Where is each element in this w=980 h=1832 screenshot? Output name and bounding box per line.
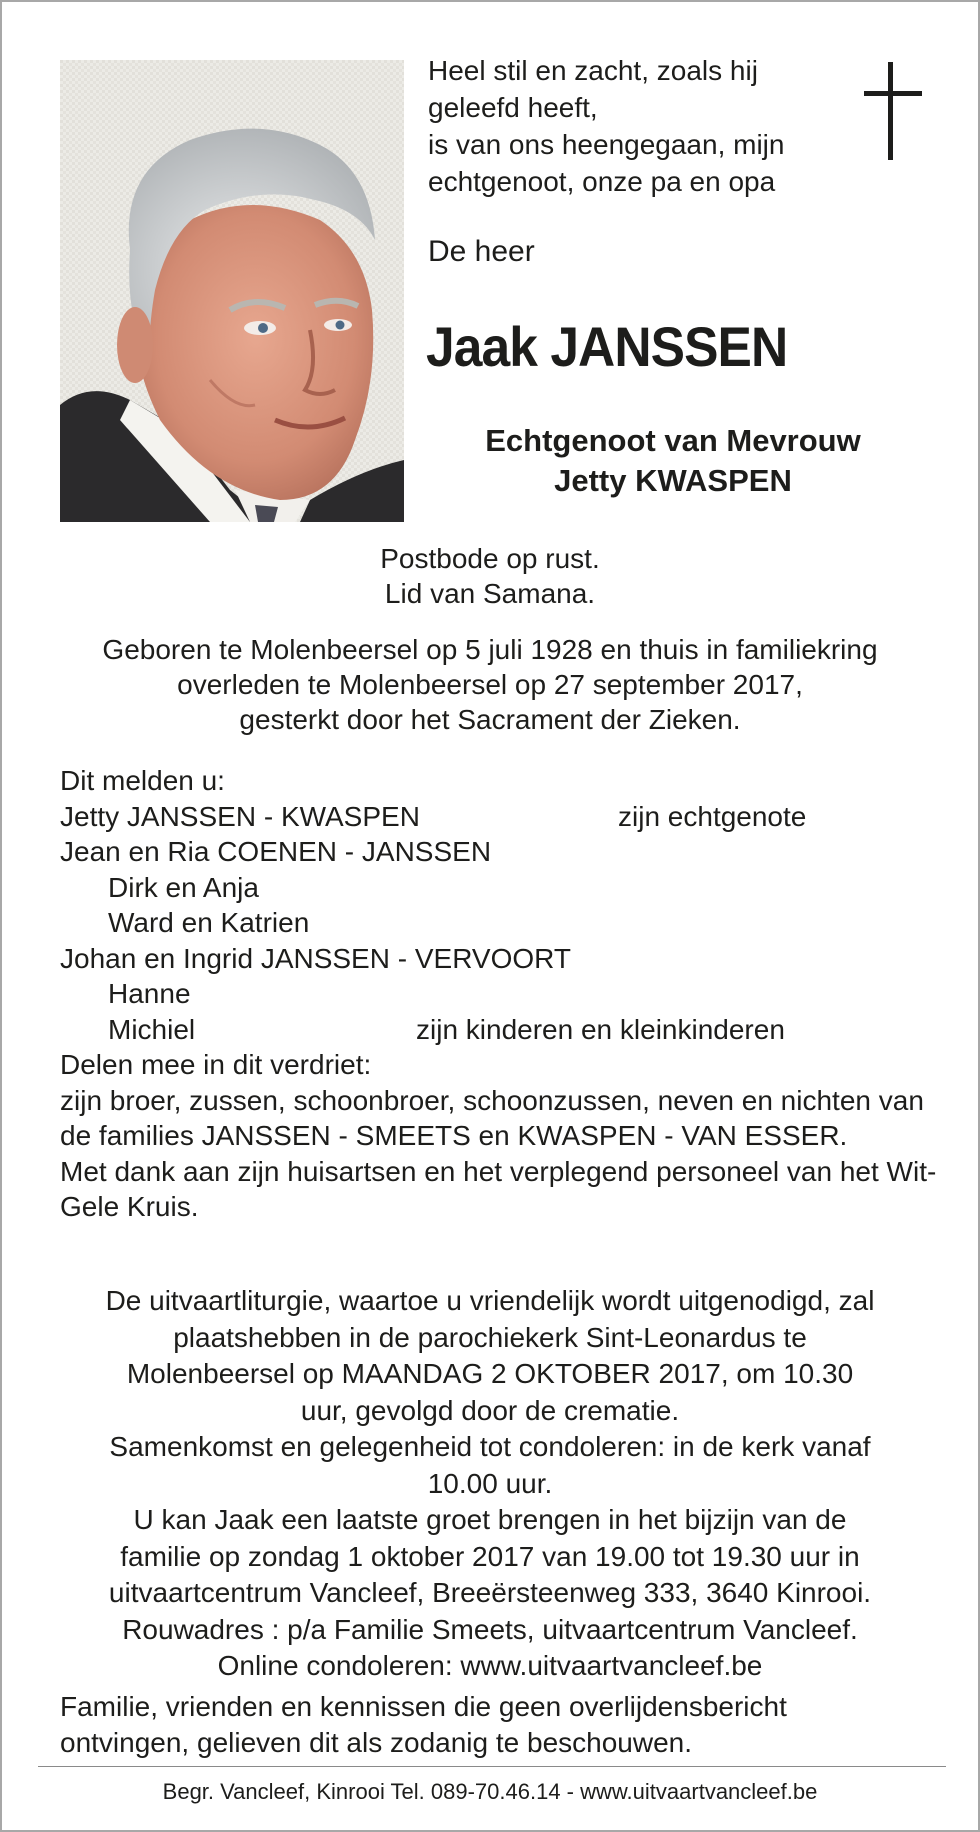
occupation-line: Lid van Samana. (384, 578, 596, 609)
funeral-line: Samenkomst en gelegenheid tot condoleren: in de kerk vanaf (109, 1431, 871, 1462)
closing-line: ontvingen, gelieven dit als zodanig te beschouwen. (60, 1727, 692, 1758)
birth-death-block (42, 632, 938, 737)
portrait-illustration (60, 60, 404, 522)
occupation-line: Postbode op rust. (380, 543, 600, 574)
family-row (60, 941, 940, 977)
share-heading: Delen mee in dit verdriet: (60, 1049, 372, 1080)
family-row (60, 834, 940, 870)
closing-note (60, 1689, 940, 1761)
family-row (60, 976, 940, 1012)
footer-credit: Begr. Vancleef, Kinrooi Tel. 089-70.46.14 - www.uitvaartvancleef.be (162, 1779, 818, 1804)
family-member: Hanne (108, 978, 191, 1009)
funeral-line: uur, gevolgd door de crematie. (300, 1394, 680, 1426)
family-row (60, 799, 940, 835)
intro-line: geleefd heeft, (428, 92, 598, 123)
family-row (60, 905, 940, 941)
condolence-link: Online condoleren: www.uitvaartvancleef.be (217, 1650, 763, 1681)
funeral-line: uitvaartcentrum Vancleef, Breeërsteenweg 333, 3640 Kinrooi. (108, 1577, 872, 1608)
spouse-line: Jetty KWASPEN (554, 463, 792, 498)
footer-divider (38, 1766, 946, 1767)
family-block (60, 763, 940, 1225)
share-text: zijn broer, zussen, schoonbroer, schoonzussen, neven en nichten van de families JANSSEN - SMEETS en KWASPEN - VAN ESSER. (60, 1084, 924, 1151)
spouse-line: Echtgenoot van Mevrouw (485, 423, 861, 458)
family-row (60, 1012, 940, 1048)
funeral-line: plaatshebben in de parochiekerk Sint-Leonardus te (173, 1321, 807, 1353)
intro-line: echtgenoot, onze pa en opa (428, 166, 776, 197)
intro-verse (428, 52, 848, 200)
birth-line: overleden te Molenbeersel op 27 september 2017, (177, 669, 803, 700)
honorific: De heer (428, 235, 535, 268)
funeral-line: De uitvaartliturgie, waartoe u vriendelijk wordt uitgenodigd, zal (105, 1285, 875, 1316)
family-heading: Dit melden u: (60, 765, 225, 796)
birth-line: Geboren te Molenbeersel op 5 juli 1928 en thuis in familiekring (102, 634, 878, 665)
funeral-line: Rouwadres : p/a Familie Smeets, uitvaartcentrum Vancleef. (122, 1613, 858, 1645)
funeral-details (42, 1283, 938, 1685)
funeral-line: 10.00 uur. (427, 1467, 553, 1499)
intro-line: is van ons heengegaan, mijn (428, 129, 785, 160)
thanks-text: Met dank aan zijn huisartsen en het verplegend personeel van het Wit-Gele Kruis. (60, 1155, 937, 1222)
cross-icon (864, 62, 922, 165)
family-member: Ward en Katrien (108, 907, 310, 938)
funeral-line: U kan Jaak een laatste groet brengen in het bijzijn van de (133, 1504, 847, 1535)
family-member: Michiel (108, 1013, 196, 1045)
funeral-line: Molenbeersel op MAANDAG 2 OKTOBER 2017, om 10.30 (126, 1358, 854, 1389)
intro-line: Heel stil en zacht, zoals hij (428, 55, 758, 86)
portrait-photo (60, 60, 404, 522)
family-row (60, 870, 940, 906)
spouse-block (428, 421, 918, 501)
family-relation: zijn kinderen en kleinkinderen (416, 1013, 785, 1045)
closing-line: Familie, vrienden en kennissen die geen overlijdensbericht (60, 1691, 787, 1722)
family-member: Jean en Ria COENEN - JANSSEN (60, 836, 492, 867)
family-relation: zijn echtgenote (618, 800, 807, 832)
family-member: Jetty JANSSEN - KWASPEN (60, 800, 420, 832)
funeral-line: familie op zondag 1 oktober 2017 van 19.00 tot 19.30 uur in (120, 1540, 860, 1572)
deceased-name: Jaak JANSSEN (426, 315, 788, 378)
occupation-block (42, 541, 938, 611)
family-member: Johan en Ingrid JANSSEN - VERVOORT (60, 942, 571, 974)
family-member: Dirk en Anja (108, 871, 259, 903)
birth-line: gesterkt door het Sacrament der Zieken. (239, 704, 741, 735)
